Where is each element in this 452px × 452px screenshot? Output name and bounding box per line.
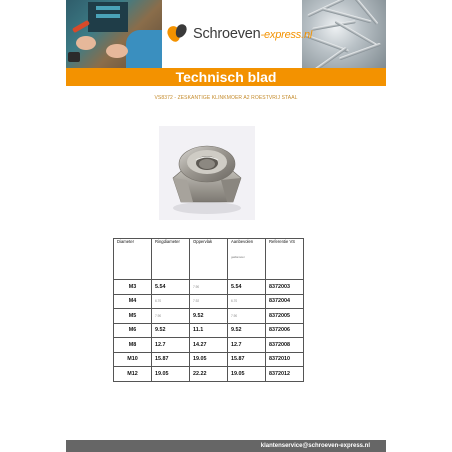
- table-row: M5 7.90 9.52 7.90 8372005: [114, 309, 304, 324]
- logo-text: Schroeven-express.nl: [193, 26, 313, 42]
- page-title: Technisch blad: [66, 68, 386, 86]
- footer-email-link[interactable]: klantenservice@schroeven-express.nl: [260, 443, 370, 449]
- product-photo: [159, 126, 255, 220]
- header-banner: [66, 0, 386, 68]
- header-reference: Referentie VS: [266, 239, 304, 280]
- header-surface: Oppervlak: [190, 239, 228, 280]
- table-row: M12 19.05 22.22 19.05 8372012: [114, 367, 304, 382]
- spec-table: [113, 238, 304, 382]
- screws-photo: [302, 0, 386, 68]
- table-row: M4 6.70 7.92 6.70 8372004: [114, 294, 304, 309]
- header-ring-diameter: Ringdiameter: [152, 239, 190, 280]
- header-diameter: Diameter: [114, 239, 152, 280]
- table-row: M8 12.7 14.27 12.7 8372008: [114, 338, 304, 353]
- logo-icon: [166, 22, 190, 46]
- logo[interactable]: [166, 22, 312, 46]
- workshop-photo: [66, 0, 162, 68]
- product-subtitle: VS8372 - ZESKANTIGE KLINKMOER A2 ROESTVRIJ STAAL: [154, 95, 298, 101]
- header-recommended: Aanbevolen gatdiameter: [228, 239, 266, 280]
- table-row: M3 5.54 7.90 5.54 8372003: [114, 280, 304, 295]
- datasheet-page: [66, 0, 386, 452]
- hex-nut-image: [159, 126, 255, 220]
- table-row: M6 9.52 11.1 9.52 8372006: [114, 323, 304, 338]
- footer-bar: [66, 440, 386, 452]
- table-header-row: [114, 239, 304, 280]
- table-row: M10 15.87 19.05 15.87 8372010: [114, 352, 304, 367]
